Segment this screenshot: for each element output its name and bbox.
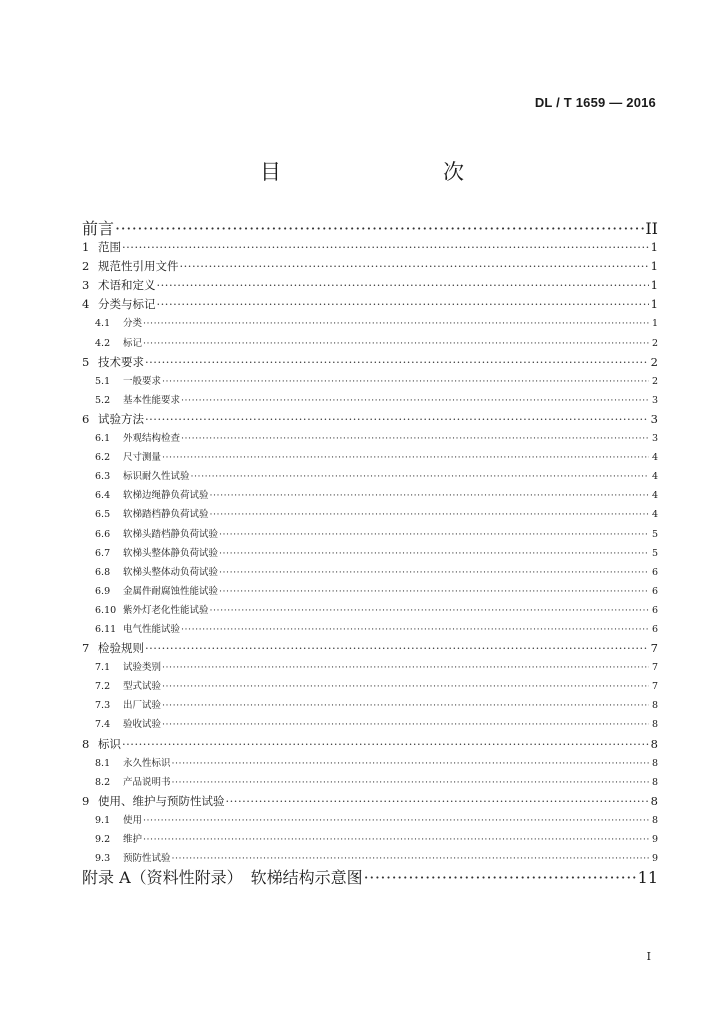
toc-entry-page: 1 [650, 278, 658, 293]
toc-entry-label: 试验类别 [123, 662, 162, 674]
toc-entry[interactable] [82, 486, 658, 505]
toc-dot-leader [122, 735, 649, 754]
toc-dot-leader [219, 525, 649, 544]
toc-entry-number: 7.3 [95, 700, 111, 712]
toc-entry-number: 7.4 [95, 719, 111, 731]
toc-entry[interactable] [82, 754, 658, 773]
toc-dot-leader [162, 658, 649, 677]
toc-entry-page: 11 [637, 868, 658, 888]
toc-entry[interactable] [82, 792, 658, 811]
toc-dot-leader [157, 295, 650, 314]
toc-entry-label: 范围 [98, 240, 121, 255]
toc-dot-leader [172, 754, 649, 773]
toc-entry-label: 软梯边绳静负荷试验 [123, 490, 209, 502]
toc-dot-leader [181, 429, 649, 448]
toc-entry-label: 紫外灯老化性能试验 [123, 604, 209, 616]
toc-entry-number: 8.2 [95, 776, 111, 788]
toc-entry-number: 8 [82, 736, 90, 751]
toc-entry-page: 8 [651, 700, 658, 712]
toc-entry-label: 试验方法 [98, 411, 144, 426]
toc-entry-label: 基本性能要求 [123, 394, 181, 406]
toc-entry-page: 2 [650, 354, 658, 369]
toc-entry-label: 金属件耐腐蚀性能试验 [123, 585, 219, 597]
toc-entry-number: 6.10 [95, 604, 117, 616]
toc-entry-page: 3 [651, 394, 658, 406]
toc-entry-page: II [645, 219, 658, 238]
toc-dot-leader [145, 410, 649, 429]
toc-entry-label: 分类 [123, 318, 143, 330]
standard-code: DL / T 1659 — 2016 [534, 95, 656, 110]
toc-entry-number: 6.8 [95, 566, 111, 578]
toc-entry-number: 6 [82, 411, 90, 426]
toc-entry-number: 6.4 [95, 490, 111, 502]
toc-entry[interactable] [82, 448, 658, 467]
toc-entry-page: 5 [651, 547, 658, 559]
toc-entry-page: 4 [651, 509, 658, 521]
toc-entry-page: 1 [650, 240, 658, 255]
toc-entry-label: 分类与标记 [98, 297, 156, 312]
toc-dot-leader [122, 238, 649, 257]
toc-entry[interactable] [82, 238, 658, 257]
toc-entry[interactable] [82, 563, 658, 582]
toc-entry-number: 6.11 [95, 623, 117, 635]
toc-entry-page: 8 [651, 776, 658, 788]
toc-entry[interactable] [82, 677, 658, 696]
toc-entry-number: 7 [82, 641, 90, 656]
toc-entry-number: 6.2 [95, 452, 111, 464]
toc-entry-label: 规范性引用文件 [98, 259, 179, 274]
toc-entry-label: 永久性标识 [123, 757, 171, 769]
toc-dot-leader [157, 276, 650, 295]
toc-title: 目 次 [260, 160, 504, 184]
toc-entry-number: 7.1 [95, 662, 111, 674]
toc-entry-number: 6.1 [95, 433, 111, 445]
toc-entry-page: 8 [651, 757, 658, 769]
toc-entry-label: 使用 [123, 814, 143, 826]
toc-entry[interactable] [82, 391, 658, 410]
toc-entry-label: 技术要求 [98, 354, 144, 369]
toc-entry[interactable] [82, 830, 658, 849]
toc-dot-leader [162, 715, 649, 734]
toc-entry-label: 型式试验 [123, 681, 162, 693]
toc-entry-page: 7 [651, 662, 658, 674]
toc-dot-leader [143, 830, 649, 849]
toc-entry-number: 6.9 [95, 585, 111, 597]
toc-dot-leader [210, 486, 649, 505]
toc-entry-page: 1 [650, 259, 658, 274]
toc-entry-label: 尺寸测量 [123, 452, 162, 464]
toc-dot-leader [145, 353, 649, 372]
toc-entry[interactable] [82, 467, 658, 486]
toc-dot-leader [181, 620, 649, 639]
toc-entry-number: 4 [82, 297, 90, 312]
toc-entry-label: 外观结构检查 [123, 433, 181, 445]
toc-entry-page: 8 [651, 719, 658, 731]
page-number: I [646, 950, 651, 963]
toc-entry-number: 4.1 [95, 318, 111, 330]
toc-entry-label: 标记 [123, 337, 143, 349]
toc-entry-label: 标识耐久性试验 [123, 471, 190, 483]
toc-entry-number: 4.2 [95, 337, 111, 349]
toc-entry[interactable] [82, 219, 658, 238]
toc-entry[interactable] [82, 658, 658, 677]
toc-entry-label: 出厂试验 [123, 700, 162, 712]
toc-entry-number: 9.1 [95, 814, 111, 826]
toc-entry[interactable] [82, 773, 658, 792]
toc-entry-label: 软梯头踏档静负荷试验 [123, 528, 219, 540]
toc-entry-number: 7.2 [95, 681, 111, 693]
toc-entry-number: 5 [82, 354, 90, 369]
toc-entry-label: 电气性能试验 [123, 623, 181, 635]
toc-entry-number: 9.2 [95, 834, 111, 845]
toc-entry[interactable] [82, 544, 658, 563]
toc-entry-number: 5.2 [95, 394, 111, 406]
toc-entry-number: 1 [82, 240, 90, 255]
toc-dot-leader [162, 677, 649, 696]
toc-entry-page: 3 [650, 411, 658, 426]
toc-dot-leader [143, 334, 649, 353]
toc-entry[interactable] [82, 696, 658, 715]
toc-entry-page: 4 [651, 471, 658, 483]
toc-entry[interactable] [82, 849, 658, 868]
toc-entry-page: 6 [651, 604, 658, 616]
toc-entry[interactable] [82, 601, 658, 620]
toc-entry-page: 6 [651, 566, 658, 578]
toc-dot-leader [210, 505, 649, 524]
toc-entry-number: 2 [82, 259, 90, 274]
toc-entry-number: 6.3 [95, 471, 111, 483]
toc-dot-leader [364, 868, 637, 887]
toc-entry-label: 软梯踏档静负荷试验 [123, 509, 209, 521]
toc-entry[interactable] [82, 257, 658, 276]
toc-dot-leader [210, 601, 649, 620]
toc-entry-page: 2 [651, 375, 658, 387]
toc-entry[interactable] [82, 868, 658, 887]
toc-entry[interactable] [82, 582, 658, 601]
toc-dot-leader [226, 792, 650, 811]
toc-entry-label: 预防性试验 [123, 853, 171, 865]
toc-entry-page: 8 [651, 814, 658, 826]
toc-entry-page: 9 [651, 834, 658, 845]
toc-dot-leader [172, 773, 649, 792]
toc-dot-leader [143, 314, 649, 333]
toc-entry-number: 6.5 [95, 509, 111, 521]
toc-entry-number: 8.1 [95, 757, 111, 769]
toc-dot-leader [219, 544, 649, 563]
toc-entry-label: 一般要求 [123, 375, 162, 387]
toc-entry-label: 使用、维护与预防性试验 [98, 793, 225, 808]
toc-dot-leader [219, 582, 649, 601]
toc-dot-leader [181, 391, 649, 410]
toc-entry-page: 2 [651, 337, 658, 349]
toc-entry[interactable] [82, 295, 658, 314]
toc-entry-page: 3 [651, 433, 658, 445]
toc-entry[interactable] [82, 372, 658, 391]
toc-entry[interactable] [82, 525, 658, 544]
toc-entry-page: 7 [650, 641, 658, 656]
toc-entry-number: 9 [82, 793, 90, 808]
toc-entry-page: 6 [651, 623, 658, 635]
toc-dot-leader [162, 448, 649, 467]
toc-dot-leader [172, 849, 649, 868]
toc-entry[interactable] [82, 620, 658, 639]
toc-entry-number: 9.3 [95, 853, 111, 865]
toc-entry-label: 标识 [98, 736, 121, 751]
toc-entry[interactable] [82, 334, 658, 353]
toc-entry-page: 4 [651, 452, 658, 464]
toc-entry-page: 4 [651, 490, 658, 502]
table-of-contents [82, 219, 658, 887]
toc-entry[interactable] [82, 410, 658, 429]
toc-entry-label: 软梯头整体动负荷试验 [123, 566, 219, 578]
toc-entry-number: 6.6 [95, 528, 111, 540]
toc-dot-leader [162, 372, 649, 391]
toc-entry-label: 检验规则 [98, 641, 144, 656]
toc-dot-leader [145, 639, 649, 658]
toc-entry[interactable] [82, 276, 658, 295]
toc-entry-label: 产品说明书 [123, 776, 171, 788]
toc-dot-leader [115, 219, 644, 238]
toc-entry-label: 软梯头整体静负荷试验 [123, 547, 219, 559]
toc-entry[interactable] [82, 314, 658, 333]
toc-dot-leader [162, 696, 649, 715]
toc-entry-number: 5.1 [95, 375, 111, 387]
toc-entry[interactable] [82, 429, 658, 448]
toc-entry-page: 5 [651, 528, 658, 540]
toc-entry[interactable] [82, 735, 658, 754]
toc-entry-label: 附录 A（资料性附录） 软梯结构示意图 [82, 868, 363, 888]
toc-entry[interactable] [82, 353, 658, 372]
toc-entry-page: 8 [650, 736, 658, 751]
toc-dot-leader [180, 257, 650, 276]
toc-entry[interactable] [82, 505, 658, 524]
toc-dot-leader [219, 563, 649, 582]
toc-entry-page: 1 [650, 297, 658, 312]
toc-entry-label: 术语和定义 [98, 278, 156, 293]
toc-entry-page: 9 [651, 853, 658, 865]
toc-entry-label: 前言 [82, 219, 115, 238]
toc-entry-number: 3 [82, 278, 90, 293]
toc-entry-label: 验收试验 [123, 719, 162, 731]
toc-entry-page: 1 [651, 318, 658, 330]
toc-entry-label: 维护 [123, 834, 143, 845]
toc-dot-leader [143, 811, 649, 830]
toc-entry-page: 7 [651, 681, 658, 693]
toc-dot-leader [191, 467, 649, 486]
toc-entry-page: 8 [650, 793, 658, 808]
toc-entry-page: 6 [651, 585, 658, 597]
toc-entry-number: 6.7 [95, 547, 111, 559]
toc-entry[interactable] [82, 639, 658, 658]
toc-entry[interactable] [82, 811, 658, 830]
toc-entry[interactable] [82, 715, 658, 734]
